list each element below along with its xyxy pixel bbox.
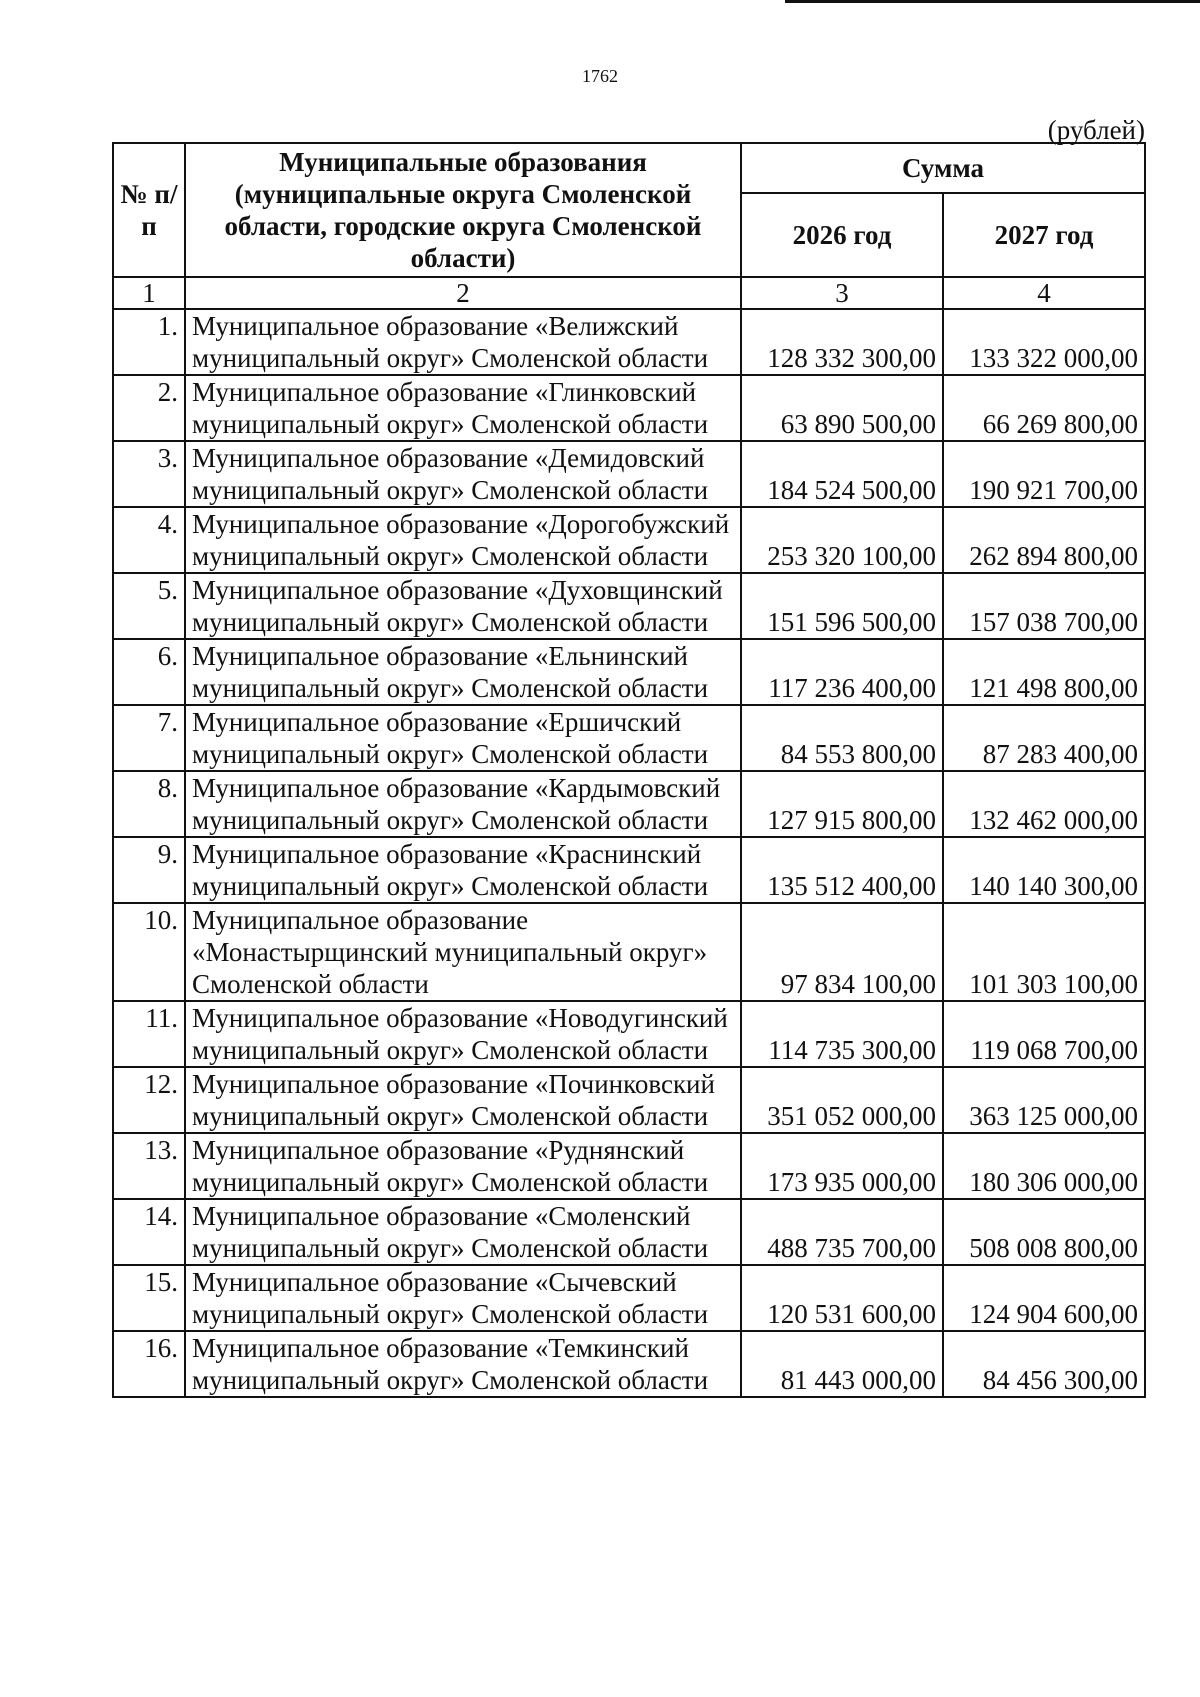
row-number: 5.: [113, 573, 185, 639]
amount-2026: 173 935 000,00: [741, 1133, 943, 1199]
row-number: 1.: [113, 309, 185, 375]
table-row: [113, 507, 1145, 573]
table-row: [113, 1067, 1145, 1133]
amount-2026: 84 553 800,00: [741, 705, 943, 771]
amount-2027: 119 068 700,00: [943, 1001, 1145, 1067]
table-row: [113, 903, 1145, 1001]
amount-2027: 190 921 700,00: [943, 441, 1145, 507]
table-row: [113, 1133, 1145, 1199]
amount-2027: 132 462 000,00: [943, 771, 1145, 837]
amount-2027: 87 283 400,00: [943, 705, 1145, 771]
header-sum: Сумма: [741, 143, 1145, 193]
municipality-name: Муниципальное образование «Демидовский муниципальный округ» Смоленской области: [185, 441, 741, 507]
table-row: [113, 1265, 1145, 1331]
amount-2027: 84 456 300,00: [943, 1331, 1145, 1397]
municipality-name: Муниципальное образование «Темкинский муниципальный округ» Смоленской области: [185, 1331, 741, 1397]
top-rule: [785, 0, 1200, 3]
row-number: 9.: [113, 837, 185, 903]
amount-2026: 351 052 000,00: [741, 1067, 943, 1133]
row-number: 8.: [113, 771, 185, 837]
column-index: 1: [113, 277, 185, 309]
row-number: 15.: [113, 1265, 185, 1331]
table-row: [113, 441, 1145, 507]
amount-2027: 133 322 000,00: [943, 309, 1145, 375]
table-row: [113, 1001, 1145, 1067]
municipality-name: Муниципальное образование «Смоленский муниципальный округ» Смоленской области: [185, 1199, 741, 1265]
table-row: [113, 705, 1145, 771]
amount-2027: 157 038 700,00: [943, 573, 1145, 639]
amount-2026: 97 834 100,00: [741, 903, 943, 1001]
amount-2026: 184 524 500,00: [741, 441, 943, 507]
amount-2026: 128 332 300,00: [741, 309, 943, 375]
municipality-name: Муниципальное образование «Глинковский муниципальный округ» Смоленской области: [185, 375, 741, 441]
budget-table: [112, 142, 1146, 1398]
municipality-name: Муниципальное образование «Починковский муниципальный округ» Смоленской области: [185, 1067, 741, 1133]
municipality-name: Муниципальное образование «Монастырщинский муниципальный округ» Смоленской области: [185, 903, 741, 1001]
table-row: [113, 573, 1145, 639]
row-number: 3.: [113, 441, 185, 507]
table-row: [113, 837, 1145, 903]
municipality-name: Муниципальное образование «Краснинский муниципальный округ» Смоленской области: [185, 837, 741, 903]
amount-2026: 63 890 500,00: [741, 375, 943, 441]
amount-2026: 135 512 400,00: [741, 837, 943, 903]
municipality-name: Муниципальное образование «Кардымовский муниципальный округ» Смоленской области: [185, 771, 741, 837]
amount-2026: 114 735 300,00: [741, 1001, 943, 1067]
municipality-name: Муниципальное образование «Дорогобужский муниципальный округ» Смоленской области: [185, 507, 741, 573]
amount-2027: 180 306 000,00: [943, 1133, 1145, 1199]
header-municipality: Муниципальные образования (муниципальные округа Смоленской области, городские округа Смоленской области): [185, 143, 741, 277]
table-row: [113, 1331, 1145, 1397]
amount-2027: 101 303 100,00: [943, 903, 1145, 1001]
amount-2026: 120 531 600,00: [741, 1265, 943, 1331]
amount-2026: 117 236 400,00: [741, 639, 943, 705]
row-number: 14.: [113, 1199, 185, 1265]
amount-2026: 81 443 000,00: [741, 1331, 943, 1397]
row-number: 4.: [113, 507, 185, 573]
header-num: № п/п: [113, 143, 185, 277]
municipality-name: Муниципальное образование «Руднянский муниципальный округ» Смоленской области: [185, 1133, 741, 1199]
amount-2027: 124 904 600,00: [943, 1265, 1145, 1331]
municipality-name: Муниципальное образование «Ершичский муниципальный округ» Смоленской области: [185, 705, 741, 771]
row-number: 12.: [113, 1067, 185, 1133]
header-year-2026: 2026 год: [741, 193, 943, 277]
table-row: [113, 639, 1145, 705]
amount-2027: 121 498 800,00: [943, 639, 1145, 705]
table-row: [113, 771, 1145, 837]
municipality-name: Муниципальное образование «Ельнинский муниципальный округ» Смоленской области: [185, 639, 741, 705]
amount-2027: 140 140 300,00: [943, 837, 1145, 903]
amount-2026: 488 735 700,00: [741, 1199, 943, 1265]
column-index: 4: [943, 277, 1145, 309]
municipality-name: Муниципальное образование «Велижский муниципальный округ» Смоленской области: [185, 309, 741, 375]
amount-2026: 151 596 500,00: [741, 573, 943, 639]
amount-2026: 127 915 800,00: [741, 771, 943, 837]
row-number: 7.: [113, 705, 185, 771]
municipality-name: Муниципальное образование «Духовщинский муниципальный округ» Смоленской области: [185, 573, 741, 639]
amount-2027: 66 269 800,00: [943, 375, 1145, 441]
amount-2027: 262 894 800,00: [943, 507, 1145, 573]
row-number: 10.: [113, 903, 185, 1001]
header-year-2027: 2027 год: [943, 193, 1145, 277]
row-number: 11.: [113, 1001, 185, 1067]
table-row: [113, 309, 1145, 375]
amount-2027: 363 125 000,00: [943, 1067, 1145, 1133]
municipality-name: Муниципальное образование «Сычевский муниципальный округ» Смоленской области: [185, 1265, 741, 1331]
row-number: 13.: [113, 1133, 185, 1199]
amount-2026: 253 320 100,00: [741, 507, 943, 573]
column-index-row: [113, 277, 1145, 309]
row-number: 16.: [113, 1331, 185, 1397]
municipality-name: Муниципальное образование «Новодугинский муниципальный округ» Смоленской области: [185, 1001, 741, 1067]
page-number: 1762: [582, 66, 618, 86]
table-row: [113, 1199, 1145, 1265]
amount-2027: 508 008 800,00: [943, 1199, 1145, 1265]
row-number: 2.: [113, 375, 185, 441]
column-index: 2: [185, 277, 741, 309]
unit-label: (рублей): [1047, 115, 1145, 145]
row-number: 6.: [113, 639, 185, 705]
column-index: 3: [741, 277, 943, 309]
table-row: [113, 375, 1145, 441]
